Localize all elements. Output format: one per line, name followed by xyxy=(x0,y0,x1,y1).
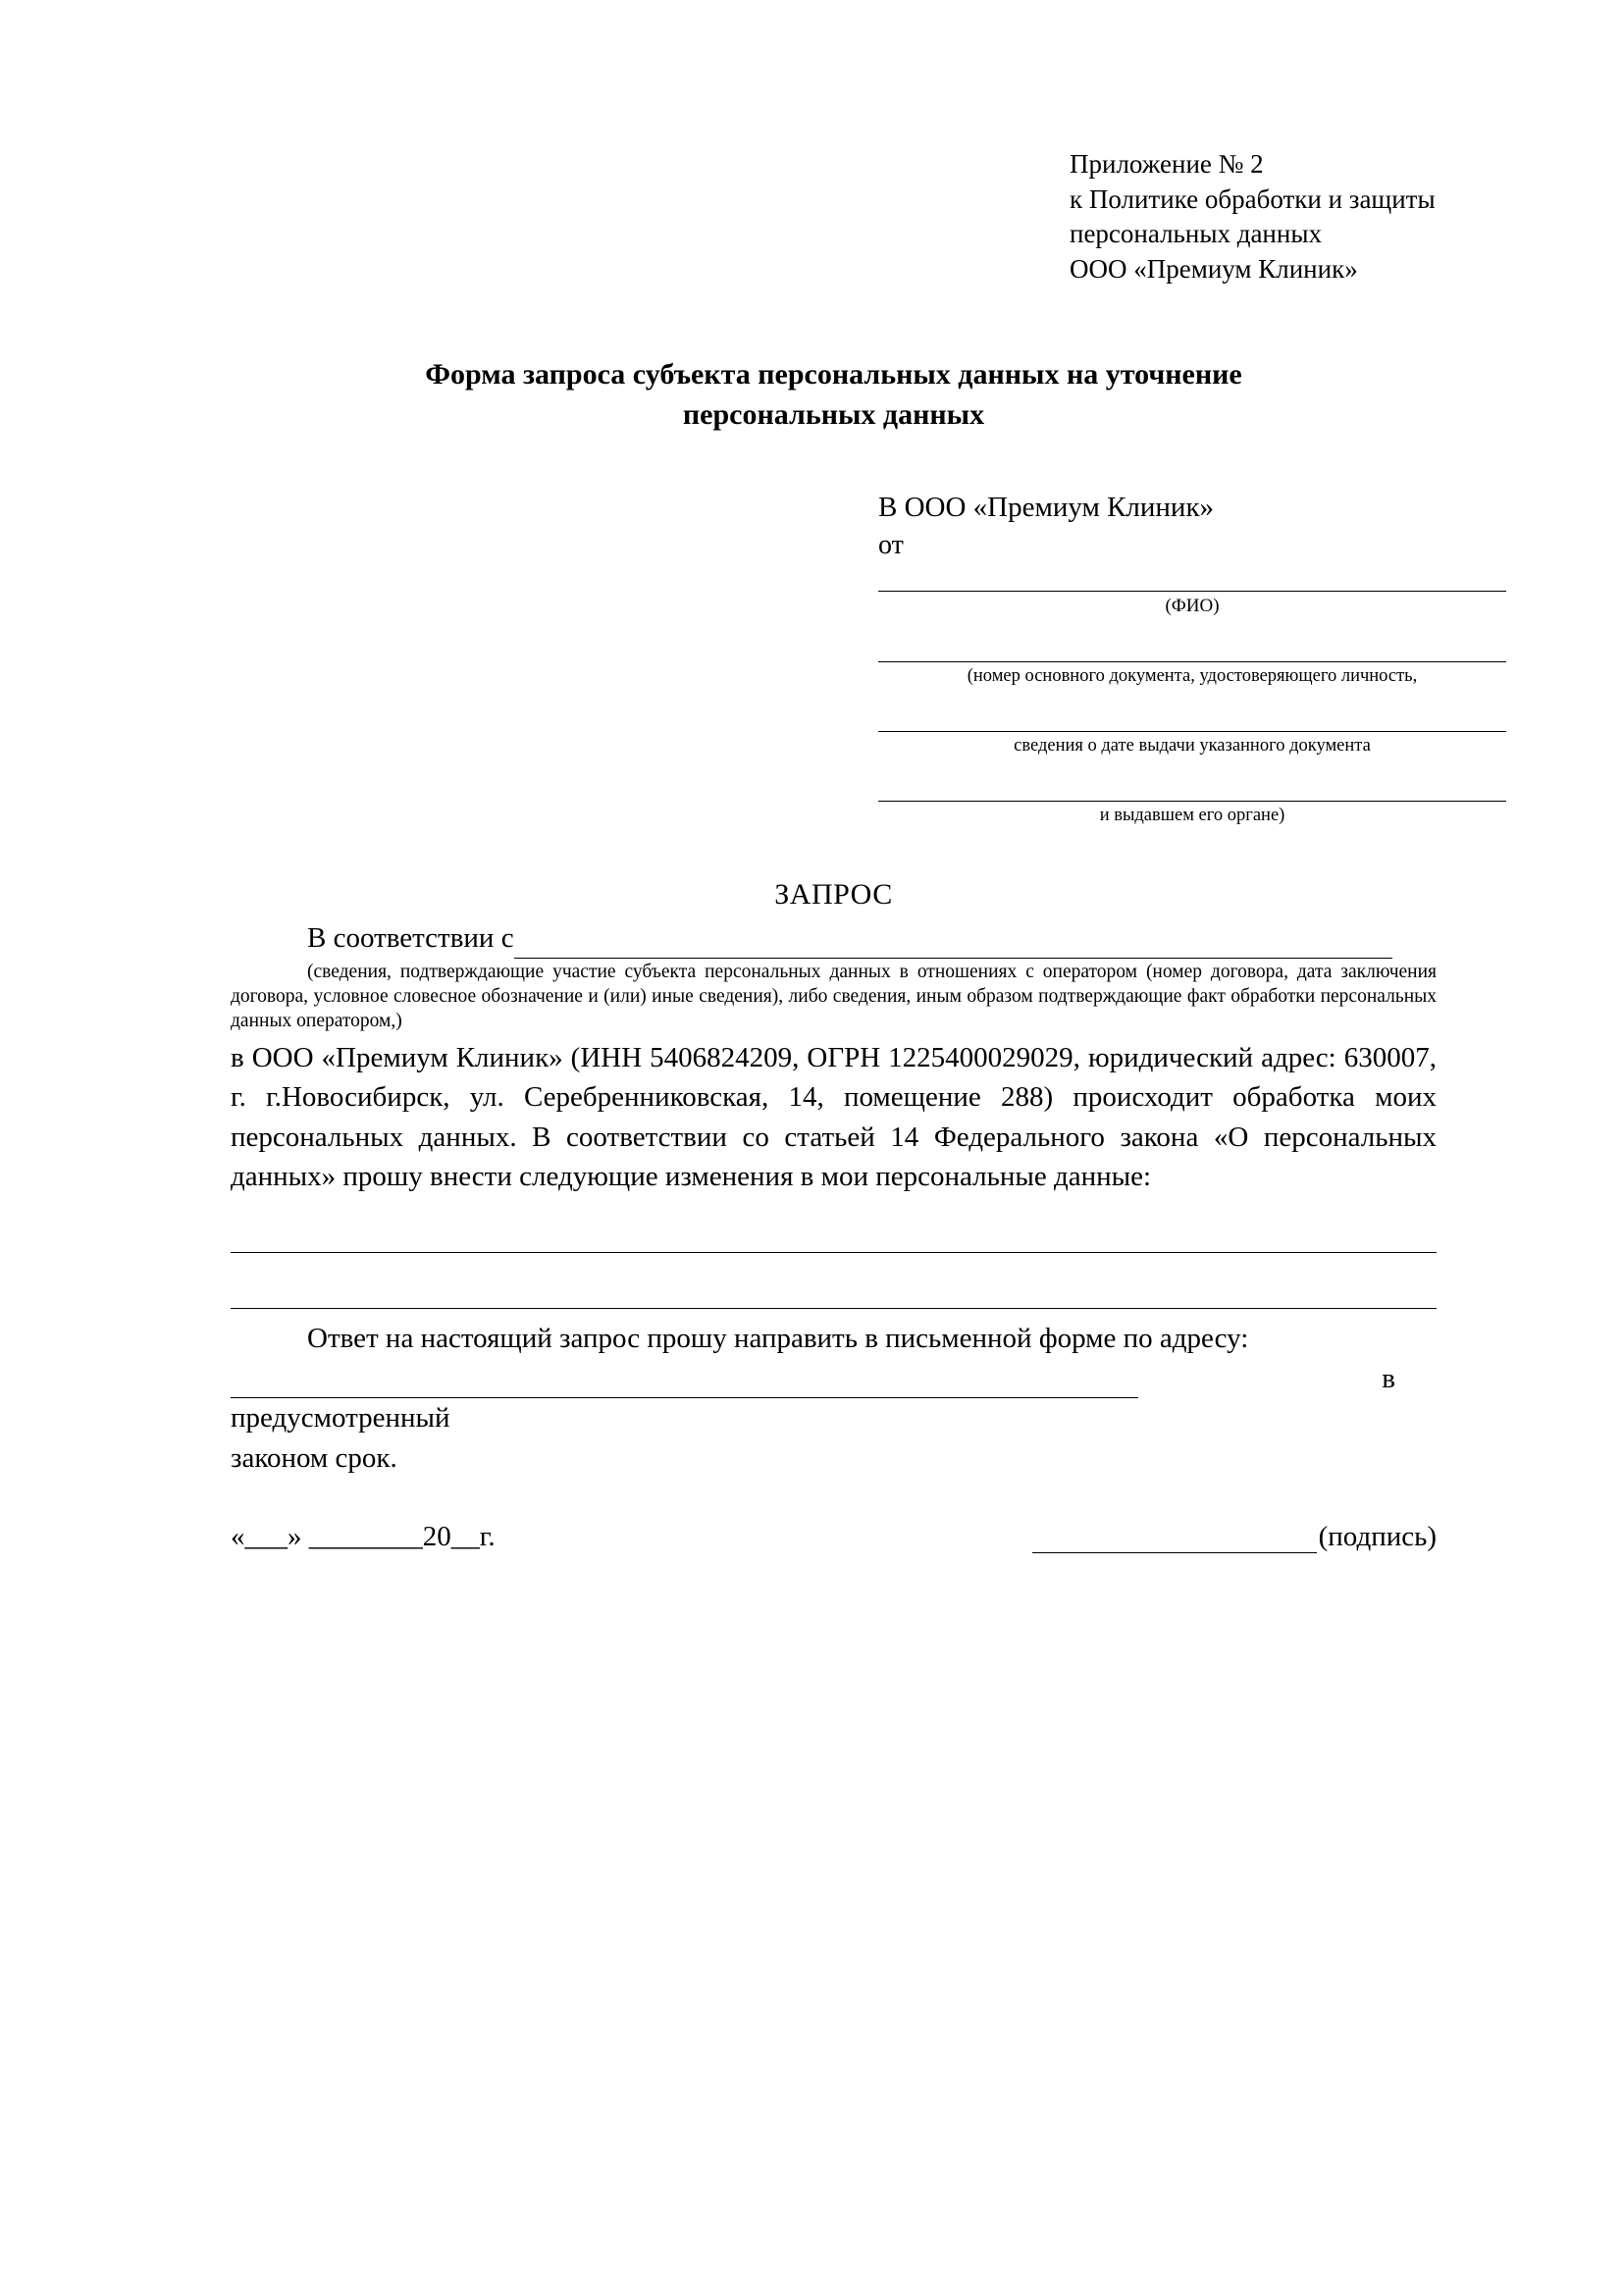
signature-row xyxy=(231,1521,1437,1553)
spacer-2 xyxy=(878,688,1506,702)
signature-caption: (подпись) xyxy=(1318,1521,1437,1553)
fio-caption: (ФИО) xyxy=(1165,596,1220,617)
date-field[interactable]: «___» ________20__г. xyxy=(231,1521,496,1553)
header-line-4: ООО «Премиум Клиник» xyxy=(1070,253,1358,284)
request-note xyxy=(231,961,1437,1034)
document-number-fill-line[interactable] xyxy=(878,632,1506,662)
header-line-3: персональных данных xyxy=(1070,219,1322,249)
page-title xyxy=(231,354,1437,436)
document-issuer-fill-line[interactable] xyxy=(878,771,1506,802)
request-heading: ЗАПРОС xyxy=(774,878,893,912)
request-note-text: (сведения, подтверждающие участие субъекта персональных данных в отношениях с оператором (номер договора, дата заключения договора, условное словесное обозначение и (или) иные сведения), либо сведения, иным образом подтверждающие факт обработки персональных данных оператором,) xyxy=(231,961,1437,1031)
answer-address-fill-line[interactable] xyxy=(231,1372,1138,1398)
document-number-caption: (номер основного документа, удостоверяющего личность, xyxy=(967,666,1418,687)
document-issuer-caption: и выдавшем его органе) xyxy=(1099,806,1285,826)
header-line-2: к Политике обработки и защиты xyxy=(1070,183,1436,214)
answer-text-part-2: в xyxy=(1382,1362,1395,1394)
spacer-3 xyxy=(878,757,1506,771)
answer-text-part-3: предусмотренный xyxy=(231,1402,450,1435)
document-date-caption: сведения о дате выдачи указанного документа xyxy=(1014,736,1371,757)
header-block xyxy=(1070,147,1437,287)
fio-fill-line[interactable] xyxy=(878,561,1506,592)
page-title-line-1: Форма запроса субъекта персональных данных на уточнение xyxy=(425,357,1242,391)
answer-text-part-4: законом срок. xyxy=(231,1441,397,1474)
in-accordance-row xyxy=(231,919,1437,958)
addressee-from: от xyxy=(878,530,904,561)
spacer-1 xyxy=(878,618,1506,632)
changes-fill-line-1[interactable] xyxy=(231,1213,1437,1253)
signature-field[interactable] xyxy=(1032,1521,1437,1553)
changes-fill-line-2[interactable] xyxy=(231,1269,1437,1309)
document-date-fill-line[interactable] xyxy=(878,702,1506,732)
addressee-to: В ООО «Премиум Клиник» xyxy=(878,492,1215,524)
addressee-block xyxy=(878,492,1506,827)
header-line-1: Приложение № 2 xyxy=(1070,149,1264,179)
request-main-paragraph: в ООО «Премиум Клиник» (ИНН 5406824209, ОГРН 1225400029029, юридический адрес: 630007, г. г.Новосибирск, ул. Серебренниковская, 14, помещение 288) происходит обработка моих персональных данных. В соответствии со статьей 14 Федерального закона «О персональных данных» прошу внести следующие изменения в мои персональные данные: xyxy=(231,1041,1437,1193)
answer-text-part-1: Ответ на настоящий запрос прошу направить в письменной форме по адресу: xyxy=(307,1323,1249,1355)
in-accordance-label: В соответствии с xyxy=(307,922,514,955)
signature-fill-line[interactable] xyxy=(1032,1527,1317,1553)
answer-paragraph xyxy=(231,1319,1437,1478)
page-title-line-2: персональных данных xyxy=(682,397,985,431)
in-accordance-fill-line[interactable] xyxy=(514,932,1392,959)
